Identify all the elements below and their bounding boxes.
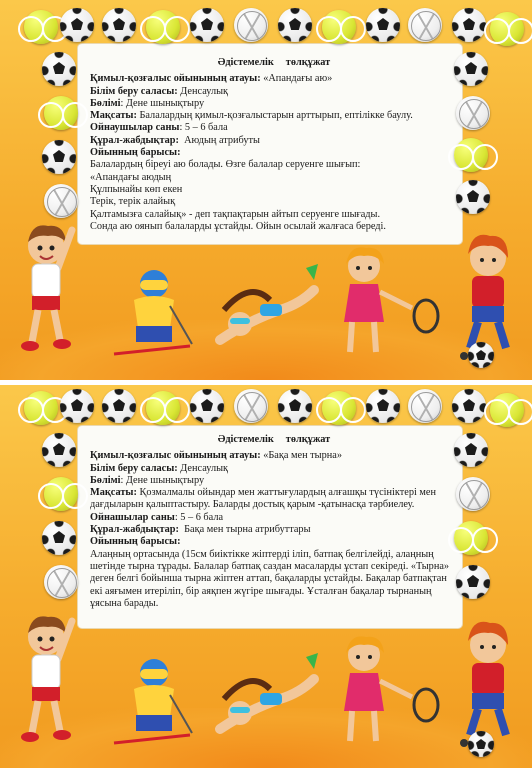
- soccer-ball-icon: [102, 8, 136, 42]
- swimmer-girl-illustration: [210, 260, 320, 350]
- equipment-row: [90, 524, 458, 536]
- field-label: Білім беру саласы:: [90, 462, 178, 474]
- soccer-ball-icon: [42, 52, 76, 86]
- soccer-ball-icon: [60, 8, 94, 42]
- goal-label: Мақсаты:: [90, 110, 137, 122]
- card-text: [90, 57, 458, 233]
- progress-row: [90, 536, 458, 548]
- card-title: [90, 57, 458, 69]
- progress-paragraph: Алаңның ортасында (15см биіктікке жіптерді іліп, батпақ белгілейді, алаңның шетінде тырна тұрады. Балалар батпақ саздан масаларды ұстап секіреді. «Тырна» деген белгі бойынша тырна жіптен аттап, бақаларды ұстайды. Бақалар батпақтан екі аяғымен итеріліп, бір аяқпен жүгіре шығады. Ұсталған бақалар тырнаның ұясына барады.: [90, 548, 450, 609]
- volleyball-icon: [408, 8, 442, 42]
- soccer-ball-icon: [468, 342, 494, 368]
- tennis-girl-illustration: [330, 631, 440, 751]
- players-label: Ойнаушылар саны: [90, 122, 180, 134]
- section-label: Бөлімі: [90, 97, 121, 109]
- section-label: Бөлімі: [90, 474, 121, 486]
- equipment-row: [90, 135, 458, 147]
- players-value: : 5 – 6 бала: [174, 511, 224, 523]
- card-baqa-men-tyrna: [0, 385, 532, 768]
- title-word-2: төлқұжат: [285, 434, 331, 445]
- progress-line: Сонда аю оянып балаларды ұстайды. Ойын осылай жалғаса береді.: [90, 220, 386, 232]
- soccer-ball-icon: [278, 389, 312, 423]
- goal-row: [90, 110, 458, 122]
- volleyball-icon: [234, 389, 268, 423]
- soccer-ball-icon: [190, 389, 224, 423]
- game-name-row: [90, 450, 458, 462]
- title-word-1: Әдістемелік: [217, 434, 274, 445]
- progress-line: Терік, терік алайық: [90, 196, 176, 208]
- players-row: [90, 122, 458, 134]
- tennis-ball-icon: [322, 10, 356, 44]
- equipment-value: Аюдың атрибуты: [184, 134, 260, 146]
- equipment-label: Құрал-жабдықтар:: [90, 524, 179, 536]
- soccer-ball-icon: [454, 433, 488, 467]
- volleyball-icon: [456, 96, 490, 130]
- goal-value: Қозмалмалы ойындар мен жаттығулардың алғашқы түсініктері мен дағдыларын қалыптастыру. Баларды достық қарым -қатынасқа тәрбиелеу.: [90, 487, 436, 511]
- swimmer-girl-illustration: [210, 649, 320, 739]
- boy-waving-illustration: [8, 216, 88, 366]
- game-name-row: [90, 73, 458, 85]
- tennis-ball-icon: [146, 391, 180, 425]
- volleyball-icon: [44, 184, 78, 218]
- section-value: : Дене шынықтыру: [120, 97, 205, 109]
- equipment-label: Құрал-жабдықтар:: [90, 134, 179, 146]
- tennis-girl-illustration: [330, 242, 440, 362]
- progress-line: Балалардың біреуі аю болады. Өзге балалар серуенге шығып:: [90, 159, 361, 171]
- card-apandagy-ayu: [0, 0, 532, 380]
- soccer-ball-icon: [42, 433, 76, 467]
- soccer-ball-icon: [366, 389, 400, 423]
- soccer-ball-icon: [102, 389, 136, 423]
- soccer-ball-icon: [190, 8, 224, 42]
- game-name-value: «Апандағы аю»: [263, 73, 333, 85]
- tennis-ball-icon: [490, 12, 524, 46]
- soccer-ball-icon: [278, 8, 312, 42]
- field-row: [90, 463, 458, 475]
- title-word-2: төлқұжат: [285, 57, 331, 68]
- volleyball-icon: [456, 477, 490, 511]
- goal-label: Мақсаты:: [90, 487, 137, 499]
- tennis-ball-icon: [490, 393, 524, 427]
- progress-label: Ойынның барысы:: [90, 536, 181, 548]
- section-value: : Дене шынықтыру: [120, 474, 205, 486]
- game-name-label: Қимыл-қозғалыс ойынының атауы:: [90, 73, 261, 85]
- card-text: [90, 434, 458, 610]
- tennis-ball-icon: [322, 391, 356, 425]
- soccer-ball-icon: [456, 180, 490, 214]
- soccer-ball-icon: [42, 140, 76, 174]
- progress-row: [90, 147, 458, 159]
- soccer-ball-icon: [366, 8, 400, 42]
- soccer-ball-icon: [468, 731, 494, 757]
- field-value: Денсаулық: [180, 462, 229, 474]
- soccer-ball-icon: [456, 565, 490, 599]
- section-row: [90, 475, 458, 487]
- progress-label: Ойынның барысы:: [90, 147, 181, 159]
- progress-line: «Апандағы аюдың: [90, 171, 172, 183]
- field-row: [90, 86, 458, 98]
- tennis-ball-icon: [454, 138, 488, 172]
- soccer-ball-icon: [454, 52, 488, 86]
- tennis-ball-icon: [44, 477, 78, 511]
- volleyball-icon: [234, 8, 268, 42]
- tennis-ball-icon: [146, 10, 180, 44]
- skier-illustration: [110, 655, 198, 751]
- soccer-ball-icon: [60, 389, 94, 423]
- soccer-ball-icon: [452, 8, 486, 42]
- soccer-ball-icon: [42, 521, 76, 555]
- tennis-ball-icon: [24, 391, 58, 425]
- field-label: Білім беру саласы:: [90, 85, 178, 97]
- skier-illustration: [110, 266, 198, 362]
- players-label: Ойнашылар саны: [90, 511, 175, 523]
- field-value: Денсаулық: [180, 85, 229, 97]
- players-value: : 5 – 6 бала: [179, 122, 228, 134]
- volleyball-icon: [408, 389, 442, 423]
- progress-line: Қалтамызға салайық» - деп тақпақтарын айтып серуенге шығады.: [90, 208, 381, 220]
- card-title: [90, 434, 458, 446]
- title-word-1: Әдістемелік: [217, 57, 274, 68]
- equipment-value: Бақа мен тырна атрибуттары: [184, 524, 311, 536]
- players-row: [90, 512, 458, 524]
- tennis-ball-icon: [454, 521, 488, 555]
- soccer-ball-icon: [452, 389, 486, 423]
- section-row: [90, 98, 458, 110]
- goal-row: [90, 487, 458, 512]
- game-name-label: Қимыл-қозғалыс ойынының атауы:: [90, 450, 261, 462]
- tennis-ball-icon: [44, 96, 78, 130]
- boy-waving-illustration: [8, 607, 88, 757]
- game-name-value: «Бақа мен тырна»: [263, 450, 342, 462]
- volleyball-icon: [44, 565, 78, 599]
- progress-line: Құлпынайы көп екен: [90, 183, 183, 195]
- goal-value: Балалардың қимыл-қозғалыстарын арттырып, ептілікке баулу.: [139, 110, 413, 122]
- tennis-ball-icon: [24, 10, 58, 44]
